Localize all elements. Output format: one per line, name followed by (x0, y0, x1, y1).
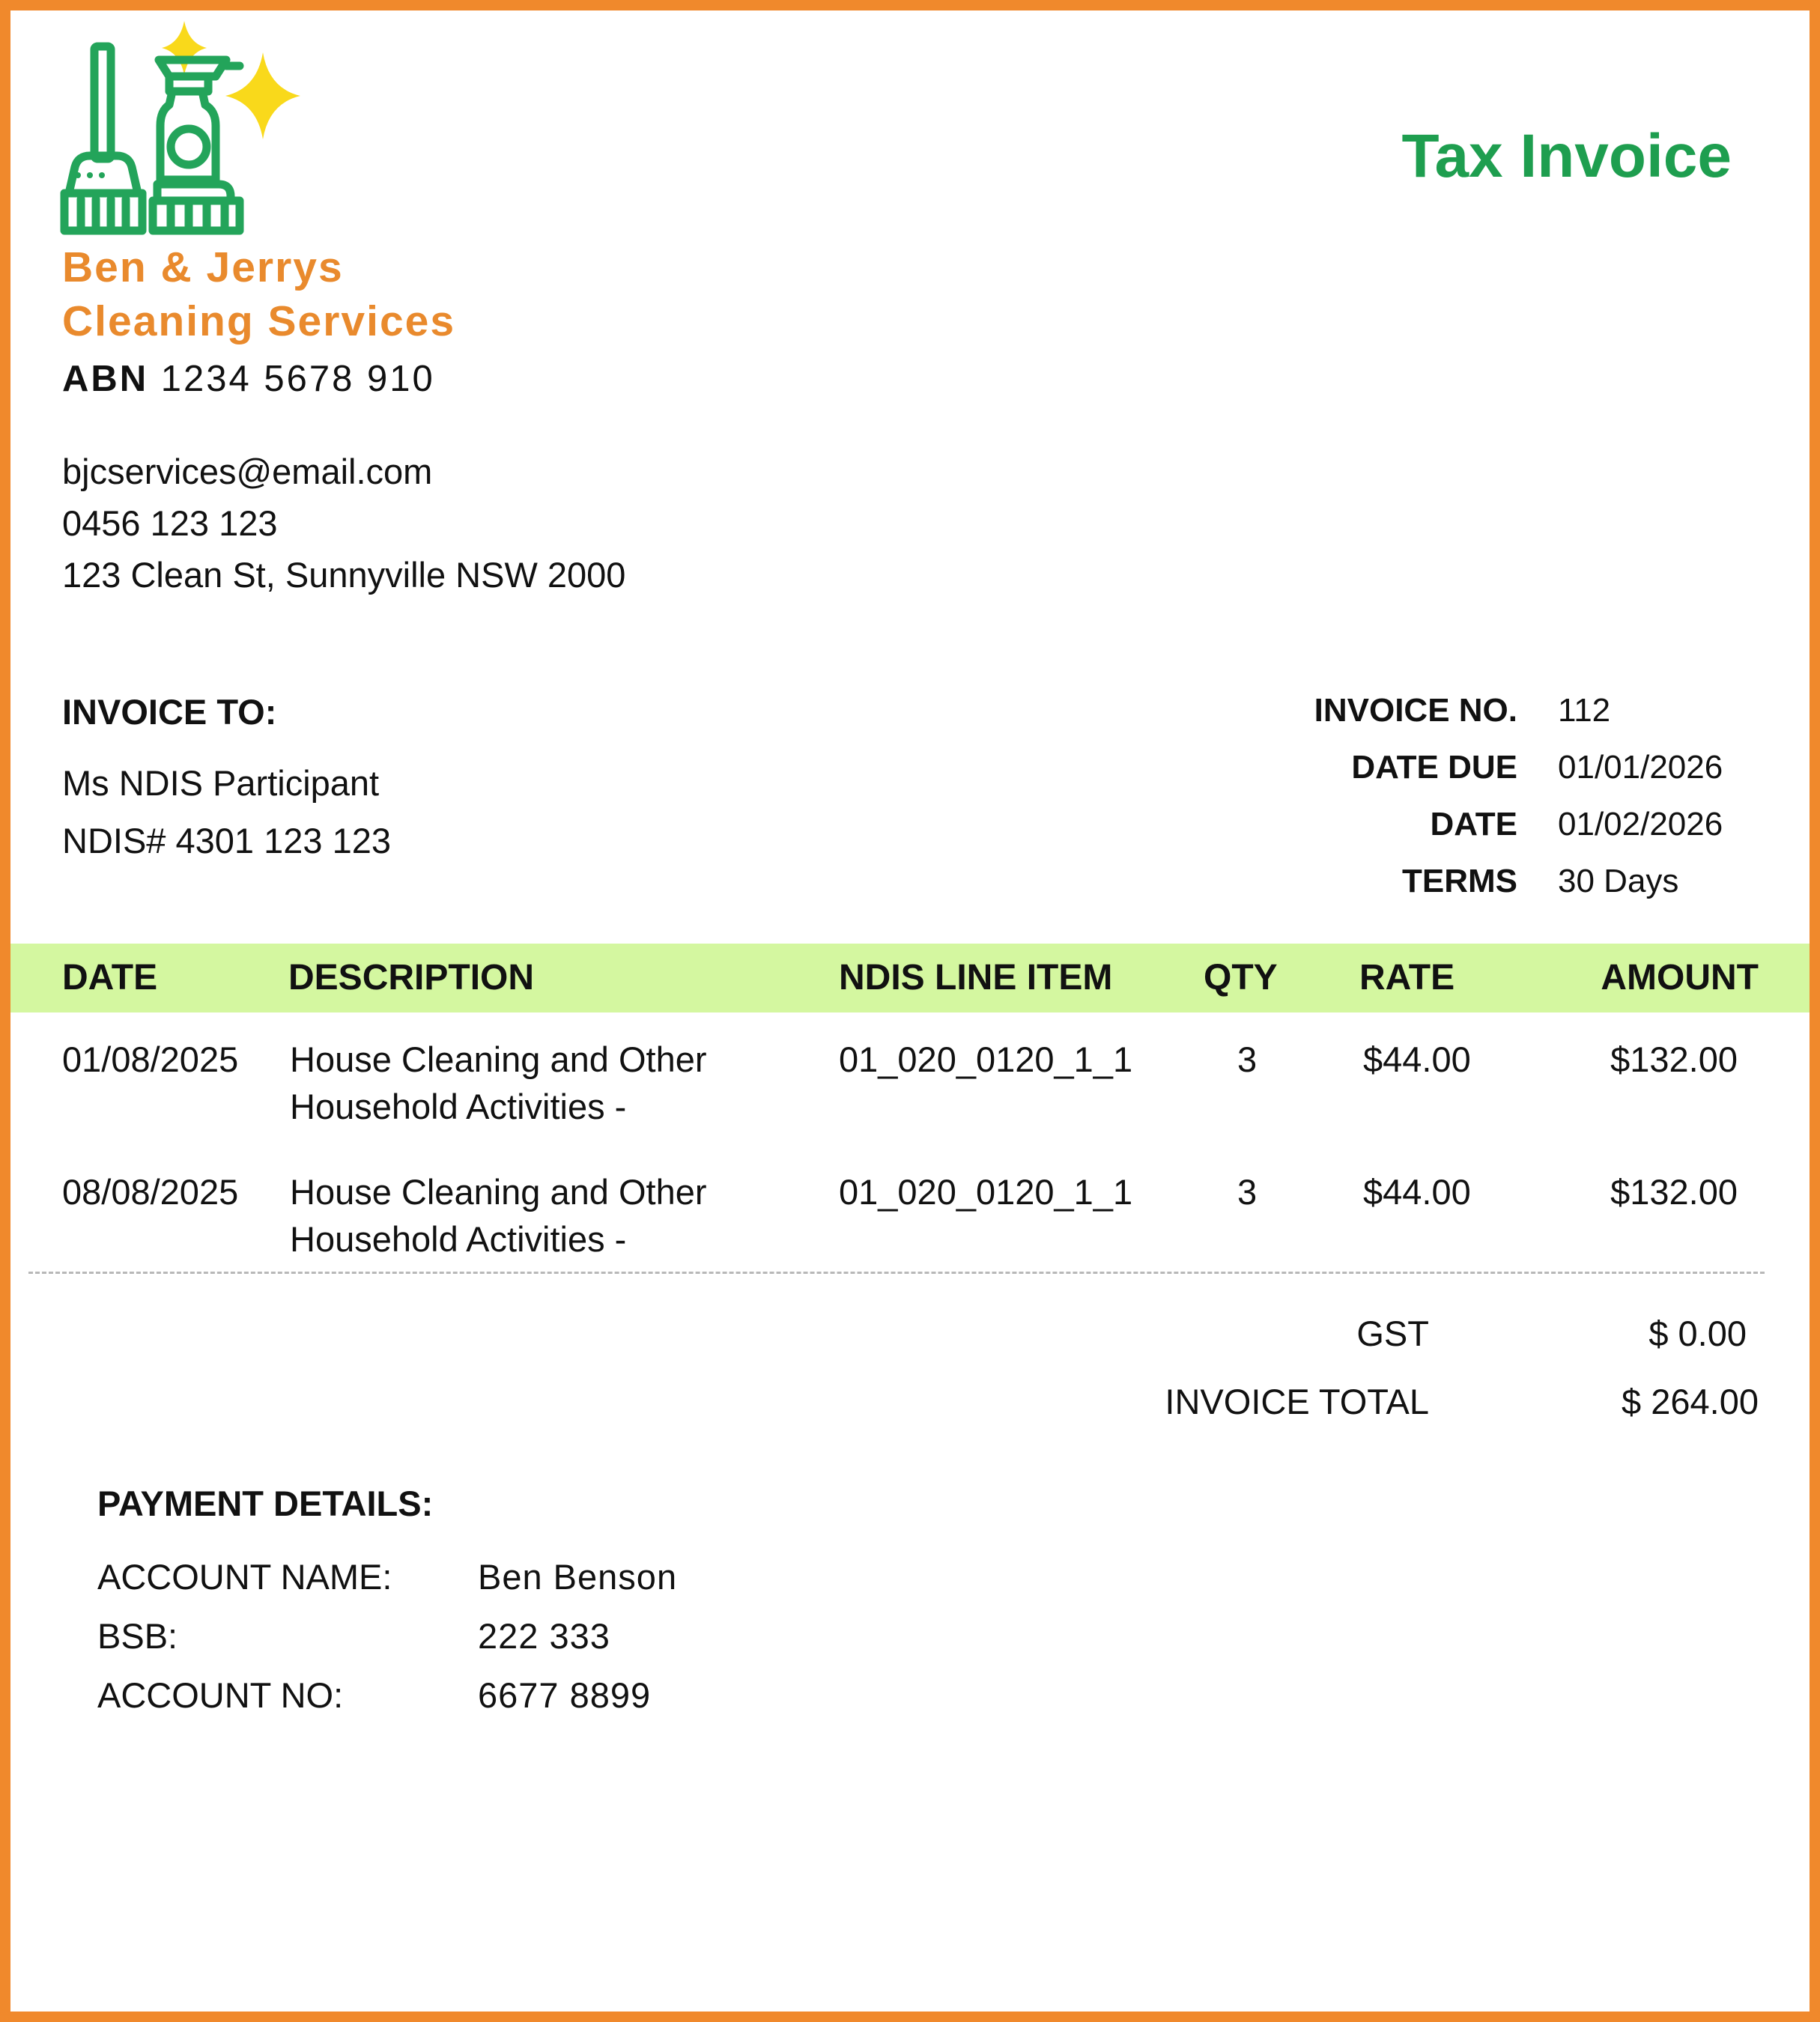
company-phone: 0456 123 123 (62, 503, 278, 543)
invoice-to-ndis: NDIS# 4301 123 123 (62, 821, 391, 860)
column-header-description: DESCRIPTION (288, 958, 535, 998)
row-2-rate: $44.00 (1363, 1172, 1471, 1212)
bsb-label: BSB: (97, 1616, 178, 1656)
account-name-label: ACCOUNT NAME: (97, 1557, 392, 1597)
row-1-rate: $44.00 (1363, 1039, 1471, 1079)
column-header-line-item: NDIS LINE ITEM (839, 958, 1113, 998)
row-2-line-item: 01_020_0120_1_1 (839, 1172, 1133, 1212)
invoice-number-value: 112 (1558, 692, 1611, 729)
company-name-line1: Ben & Jerrys (62, 243, 344, 291)
row-2-date: 08/08/2025 (62, 1172, 239, 1212)
row-1-description-line1: House Cleaning and Other (290, 1039, 707, 1079)
terms-label: TERMS (1402, 863, 1517, 899)
row-2-description-line2: Household Activities - (290, 1219, 627, 1259)
account-name-value: Ben Benson (478, 1557, 678, 1597)
payment-details-heading: PAYMENT DETAILS: (97, 1484, 434, 1523)
bsb-value: 222 333 (478, 1616, 610, 1656)
row-2-amount: $132.00 (1610, 1172, 1738, 1212)
invoice-total-value: $ 264.00 (1622, 1382, 1759, 1421)
invoice-total-label: INVOICE TOTAL (1165, 1382, 1429, 1421)
gst-label: GST (1356, 1314, 1429, 1353)
date-value: 01/02/2026 (1558, 806, 1723, 842)
invoice-to-name: Ms NDIS Participant (62, 763, 380, 803)
abn-label: ABN (62, 359, 149, 399)
gst-value: $ 0.00 (1648, 1314, 1747, 1353)
terms-value: 30 Days (1558, 863, 1679, 899)
column-header-rate: RATE (1359, 958, 1455, 998)
company-address: 123 Clean St, Sunnyville NSW 2000 (62, 555, 626, 595)
column-header-amount: AMOUNT (1601, 958, 1759, 998)
cleaning-supplies-logo-icon (57, 13, 312, 238)
abn-value: 1234 5678 910 (160, 359, 435, 399)
date-due-label: DATE DUE (1351, 749, 1517, 786)
column-header-date: DATE (62, 958, 158, 998)
invoice-to-heading: INVOICE TO: (62, 692, 277, 732)
account-number-value: 6677 8899 (478, 1675, 652, 1715)
company-abn (62, 358, 435, 400)
row-1-line-item: 01_020_0120_1_1 (839, 1039, 1133, 1079)
company-email: bjcservices@email.com (62, 452, 433, 491)
company-name-line2: Cleaning Services (62, 297, 456, 345)
row-1-qty: 3 (1237, 1039, 1258, 1079)
invoice-number-label: INVOICE NO. (1314, 692, 1517, 729)
row-1-description-line2: Household Activities - (290, 1087, 627, 1126)
row-2-description-line1: House Cleaning and Other (290, 1172, 707, 1212)
date-label: DATE (1430, 806, 1517, 842)
table-divider (28, 1272, 1765, 1274)
date-due-value: 01/01/2026 (1558, 749, 1723, 786)
row-1-date: 01/08/2025 (62, 1039, 239, 1079)
account-number-label: ACCOUNT NO: (97, 1675, 344, 1715)
row-1-amount: $132.00 (1610, 1039, 1738, 1079)
row-2-qty: 3 (1237, 1172, 1258, 1212)
column-header-qty: QTY (1204, 958, 1278, 998)
document-title: Tax Invoice (1401, 122, 1732, 190)
